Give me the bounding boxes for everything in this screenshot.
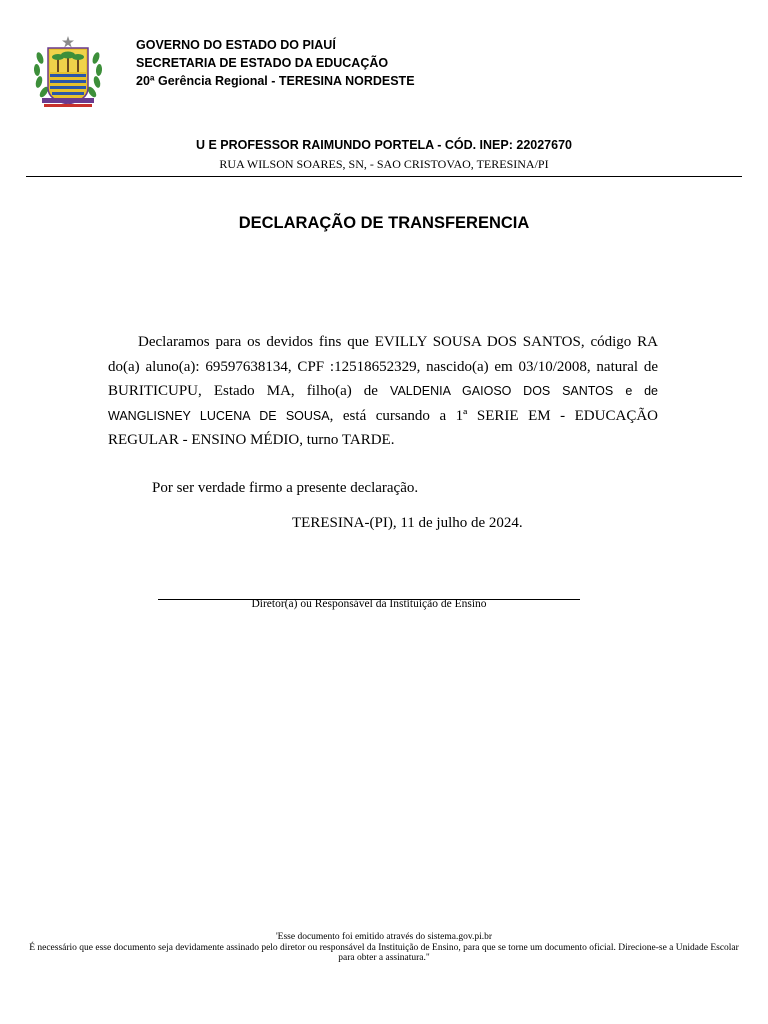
- government-header: [136, 36, 415, 90]
- ra-label: , código RA do(a) aluno(a):: [108, 334, 658, 375]
- natural-label: , natural de: [586, 358, 659, 375]
- end-punct: .: [390, 432, 395, 448]
- studying-label: , está cursando a: [329, 407, 447, 424]
- mother-name: VALDENIA GAIOSO DOS SANTOS: [390, 384, 614, 398]
- star-icon: [62, 36, 74, 48]
- footer-line-2: É necessário que esse documento seja devidamente assinado pelo diretor ou responsável da Instituição de Ensino, para que se torne um documento oficial. Direcione-se a Unidade Escolar para obter a assinatura.": [29, 942, 739, 963]
- and-label: e de: [625, 384, 658, 398]
- birth-label: , nascido(a) em: [416, 358, 513, 375]
- birth-date: 03/10/2008: [518, 358, 587, 375]
- state-label: , Estado: [198, 383, 255, 399]
- header-divider: [26, 176, 742, 177]
- grade: 1ª SERIE EM - EDUCAÇÃO REGULAR - ENSINO MÉDIO: [108, 407, 658, 448]
- birth-state: MA: [266, 383, 291, 399]
- student-cpf: 12518652329: [334, 358, 417, 375]
- document-title: DECLARAÇÃO DE TRANSFERENCIA: [238, 214, 530, 232]
- father-name: WANGLISNEY LUCENA DE SOUSA: [108, 408, 330, 423]
- parent-label: , filho(a) de: [290, 383, 378, 399]
- birth-city: BURITICUPU: [108, 383, 199, 399]
- intro-text: Declaramos para os devidos fins que: [138, 334, 369, 350]
- state-coat-of-arms: [30, 28, 106, 110]
- place-date: TERESINA-(PI), 11 de julho de 2024.: [292, 515, 523, 531]
- school-address: RUA WILSON SOARES, SN, - SAO CRISTOVAO, TERESINA/PI: [219, 157, 549, 171]
- header-line-regional: 20ª Gerência Regional - TERESINA NORDESTE: [136, 74, 415, 88]
- cpf-label: , CPF :: [287, 358, 335, 375]
- student-ra: 69597638134: [205, 358, 288, 375]
- student-name: EVILLY SOUSA DOS SANTOS: [374, 334, 581, 350]
- header-line-state: GOVERNO DO ESTADO DO PIAUÍ: [136, 38, 336, 52]
- truth-statement: Por ser verdade firmo a presente declaração.: [152, 480, 419, 496]
- signature-label: Diretor(a) ou Responsável da Instituição de Ensino: [251, 598, 487, 610]
- footer-note: [20, 932, 748, 964]
- school-name: U E PROFESSOR RAIMUNDO PORTELA - CÓD. INEP: 22027670: [195, 138, 572, 152]
- footer-line-1: 'Esse documento foi emitido através do sistema.gov.pi.br: [275, 932, 493, 942]
- shift: TARDE: [341, 432, 391, 448]
- header-line-secretariat: SECRETARIA DE ESTADO DA EDUCAÇÃO: [136, 56, 389, 70]
- shift-label: , turno: [299, 432, 339, 448]
- declaration-body: [108, 330, 658, 453]
